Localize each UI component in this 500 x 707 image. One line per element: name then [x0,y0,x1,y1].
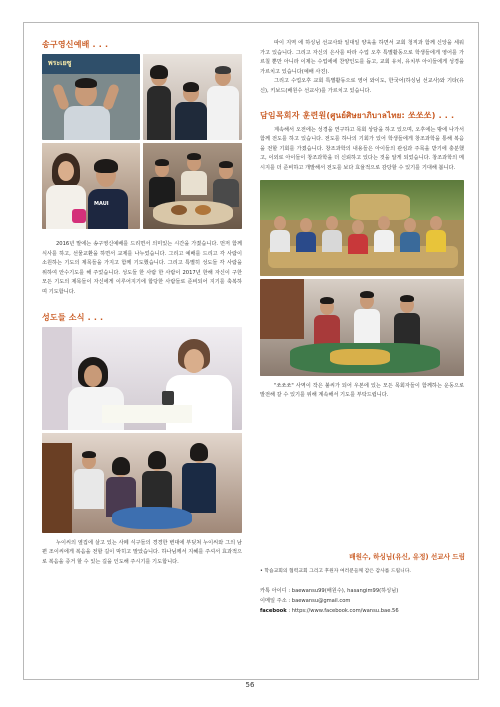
kakao-contact [260,586,465,596]
email-label: 이메일 주소 [260,598,287,604]
members-photo-collage [42,327,242,533]
members-body-text: 누이씨의 옆집에 살고 있는 사떼 식구들의 경경한 변대에 부딪쳐 누이씨와 그의 남편 조이씨에게 복음을 전할 길이 막히고 말았습니다. 하나님께서 지혜를 주셔서 효과적으로 복음을 증거 할 수 있는 길을 인도해 주시기를 기도합니다. [42,539,242,565]
worship-photo-prayer [42,54,140,140]
newsletter-page [23,22,479,680]
school-body-text-1: 따이 지역 에 하싱님 선교사와 일대일 양육을 하면서 교회 청직과 함께 신앙을 세워가고 있습니다. 그리고 자신의 은사를 따라 수업 오후 특별활동으로 학생들에게 영어를 가르칠 뿐만 아니라 이제는 수업에에 찬양인도를 돕고, 교회 유치, 유치부 아이들에게 성경을 가르치고 있습니다(예배 사진). [260,40,464,75]
facebook-link[interactable]: : https://www.facebook.com/wansu.bae.56 [288,608,399,614]
email-contact [260,596,465,606]
school-body-text-2: 그리고 수업오후 교회 특별활동으로 영어 와이도, 한국어(하싱님 선교사)와 기타(유신), 키보드(배원수 선교사)를 가르치고 있습니다. [260,78,464,94]
facebook-contact [260,606,465,616]
email-value[interactable]: : baewansu@gmail.com [288,598,351,604]
pastor-photo-outdoor [260,180,464,276]
thanks-note: • 학습교회의 협력교회 그리고 후원자 여러분들께 감은 감사를 드립니다. [260,569,411,574]
pastor-body-text-2: "쏘쏘쏘" 사역이 작은 불씨가 되어 우본에 있는 모든 목회자들이 함께하는 운동으로 발전해 갈 수 있기를 위해 계속해서 기도를 부탁드립니다. [260,382,464,399]
members-section-title: 성도들 소식 . . . [42,312,104,322]
pastor-body-text: 계속해서 오전에는 성경을 연구하고 목회 상담을 하고 있으며, 오후에는 밖에 나가서 함께 전도를 하고 있습니다. 전도를 하나의 기회가 있어 학생들에게 창조과학을 통해 복음을 전할 기회를 가졌습니다. 창조과학의 내용들은 아이들의 관심과 주목을 받기에 충분했고, 이외로 아이들이 창조과학을 더 신뢰하고 있다는 것을 알게 되었습니다. 창조과학의 메시지를 더 준비하고 개발해서 전도를 보다 효율적으로 감당할 수 있기를 기대해 봅니다. [260,126,464,171]
facebook-label: facebook [260,608,287,614]
contact-footer [260,551,465,616]
worship-body-text: 2016년 말에는 송구영신예배를 드리면서 의미있는 시간을 가졌습니다. 먼저 함께 식사를 하고, 선물교환을 하면서 교제를 나누었습니다. 그리고 예배를 드리고 각 사람이 소원하는 기도의 제목들을 가지고 함께 기도했습니다. 그리고 특별히 성도들 각 사람을 위하여 안수기도를 해 주었습니다. 성도들 한 사람 한 사람이 2017년 한해 자신이 구한 모든 기도의 제목들이 자신에게 이루어지기에 합당한 사람들로 준비되어 지기를 축복하며 기도합니다. [42,241,242,295]
worship-photo-collage [42,54,242,234]
missionary-signature: 배원수, 하싱님(유신, 유정) 선교사 드림 [349,553,465,561]
photo-banner-text: พระเยซู [48,59,72,67]
worship-photo-two-women: MAUI [42,143,140,229]
page-number: 56 [245,681,255,689]
worship-photo-laying-hands [143,54,242,140]
pastor-section-title: 담임목회자 훈련원(ศูนย์ศิษยาภิบาลไทย: 쏘쏘쏘) . . . [260,110,455,120]
right-column [260,39,464,401]
left-column [42,39,242,567]
kakao-label: 카톡 아이디 [260,588,287,594]
pastor-photo-collage [260,180,464,376]
worship-photo-meal [143,143,242,229]
members-photo-study [42,327,242,430]
kakao-value: : baewansu99(배원수), hasangim99(하싱님) [288,588,399,594]
pastor-photo-indoor [260,279,464,376]
members-photo-group [42,433,242,533]
worship-section-title: 송구영신예배 . . . [42,40,109,49]
